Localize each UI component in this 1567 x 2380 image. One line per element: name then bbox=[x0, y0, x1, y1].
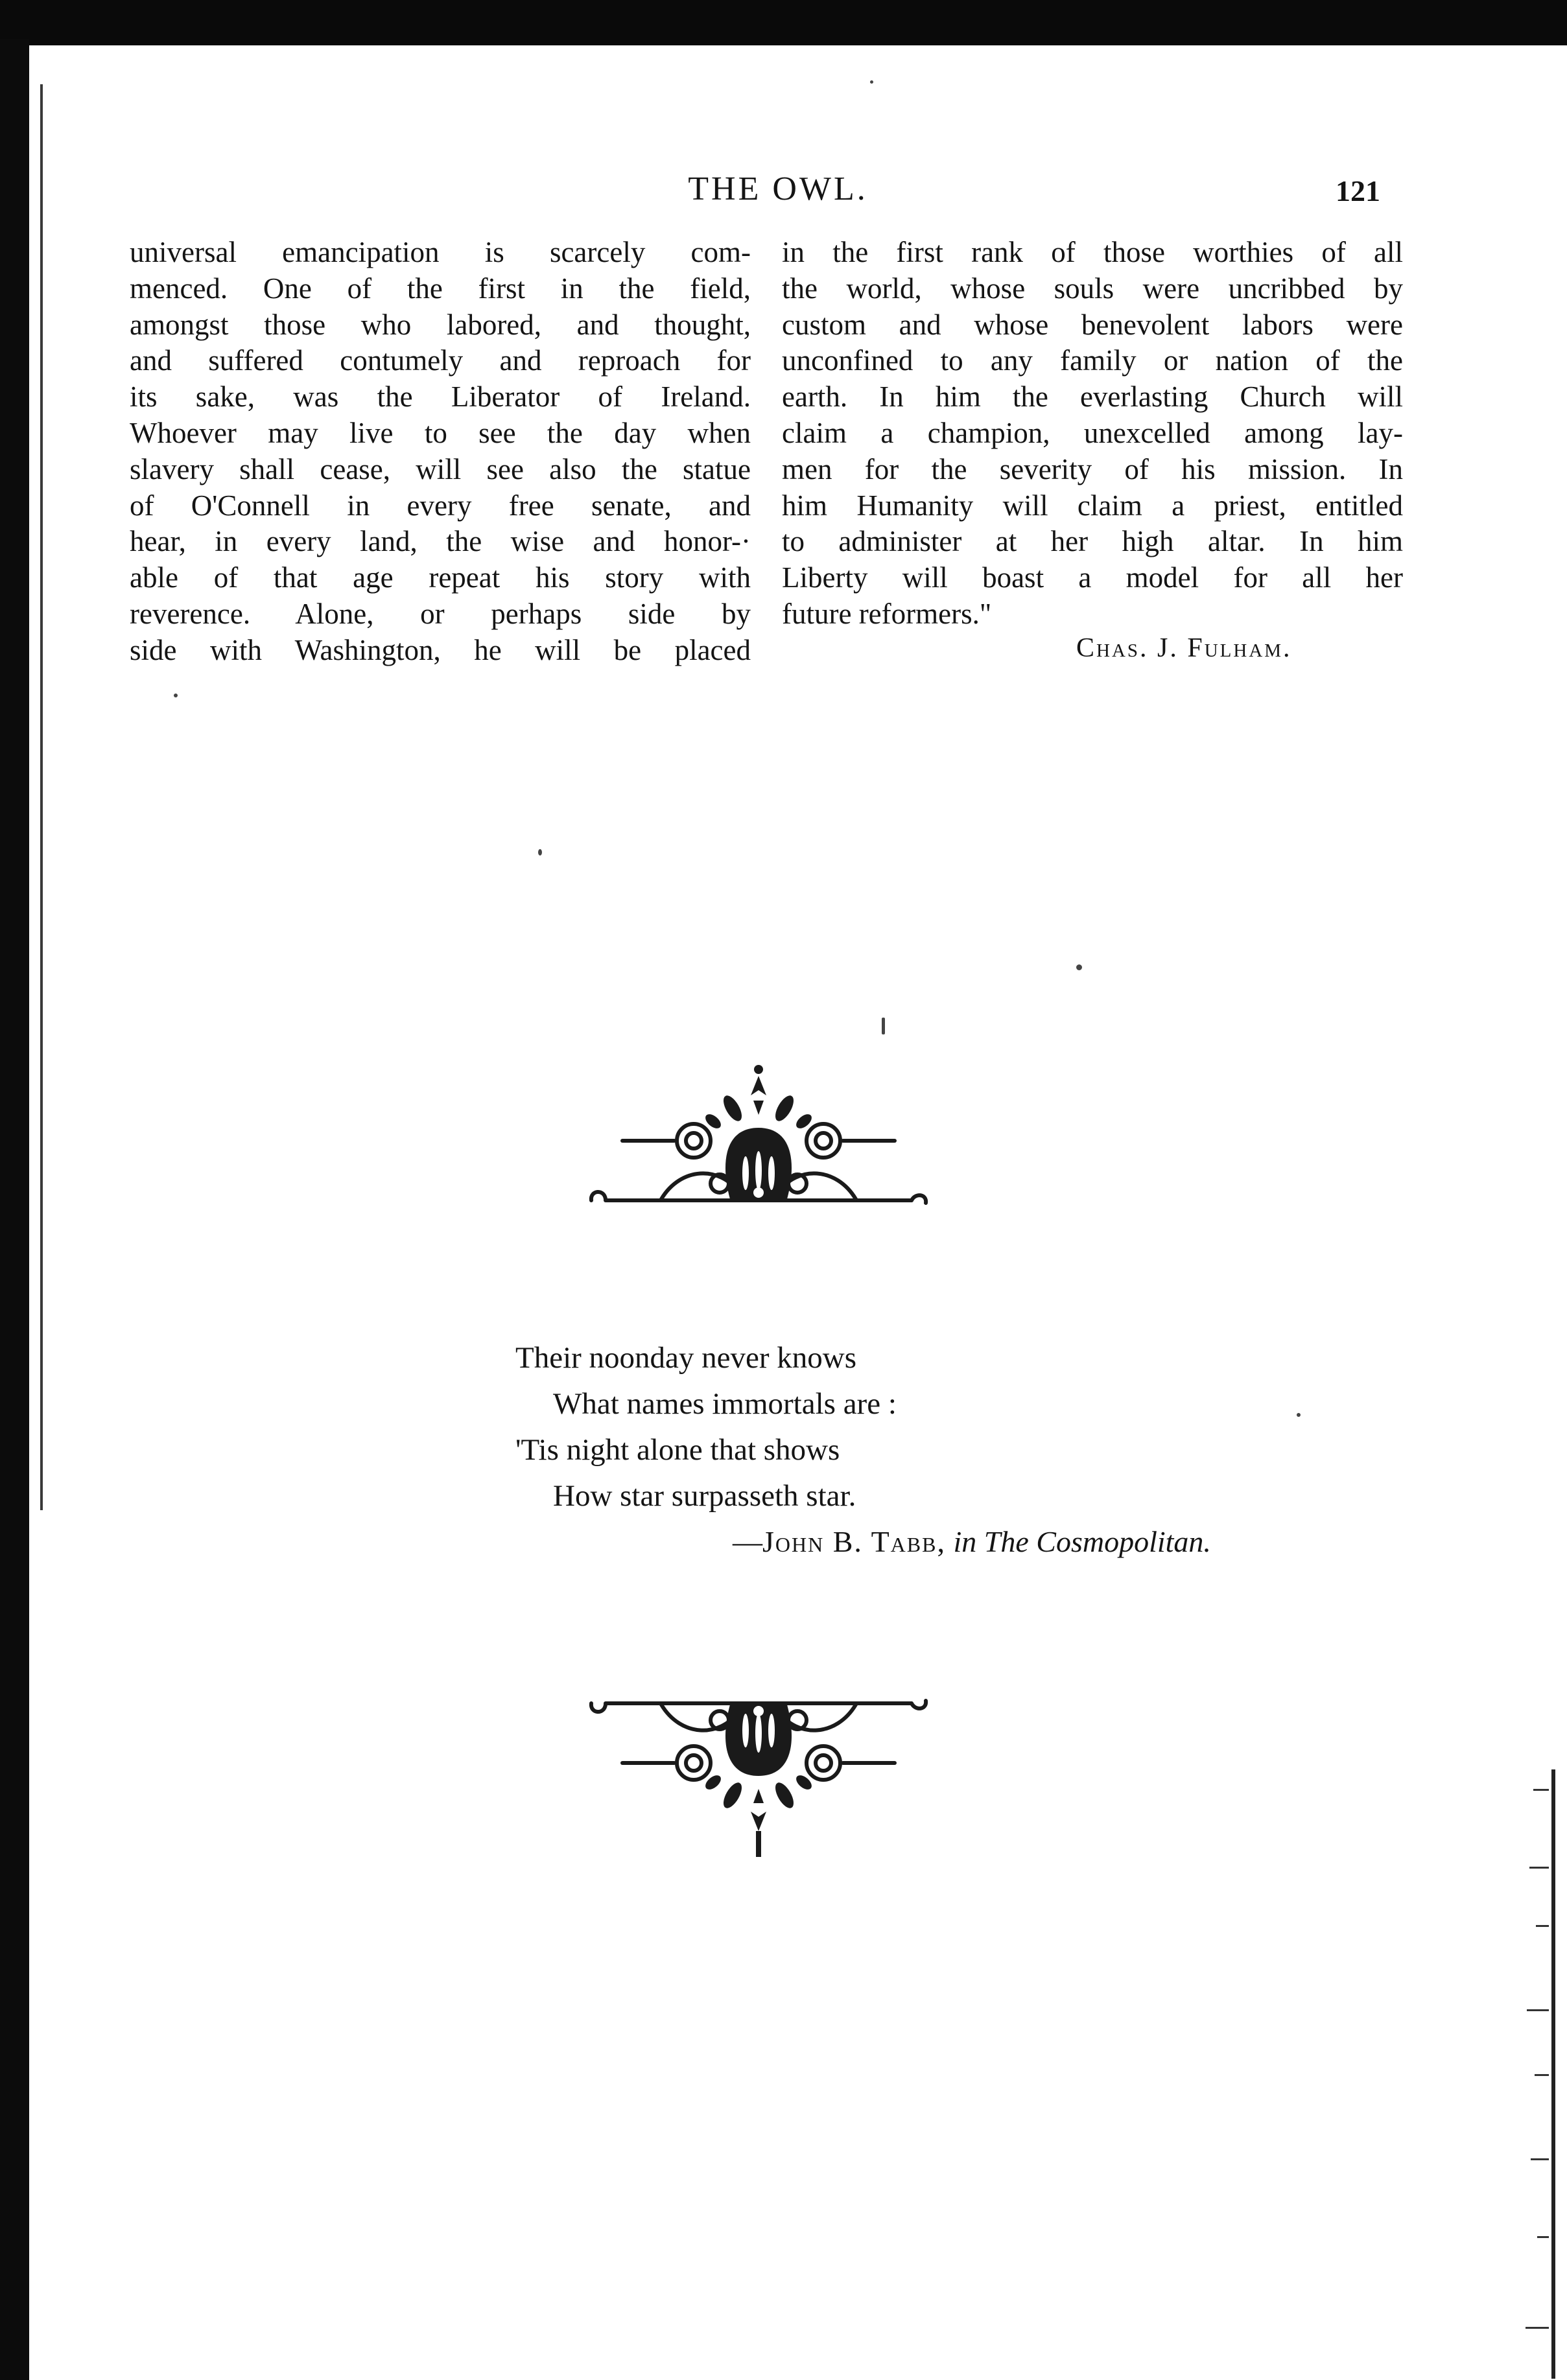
scan-right-fringe bbox=[1522, 1769, 1567, 2379]
text-line: and suffered contumely and reproach for bbox=[130, 344, 751, 377]
floral-ornament-icon bbox=[583, 1050, 934, 1219]
text-line: menced. One of the first in the field, bbox=[130, 272, 751, 305]
text-line: Whoever may live to see the day when bbox=[130, 416, 751, 449]
scan-speck bbox=[1076, 964, 1082, 970]
scan-speck bbox=[538, 849, 542, 856]
attribution-dash: — bbox=[733, 1525, 762, 1558]
text-line: him Humanity will claim a priest, entitled bbox=[782, 489, 1403, 522]
scan-top-border bbox=[0, 0, 1567, 45]
text-line: claim a champion, unexcelled among lay- bbox=[782, 416, 1403, 449]
text-line: its sake, was the Liberator of Ireland. bbox=[130, 380, 751, 414]
text-line: side with Washington, he will be placed bbox=[130, 633, 751, 666]
attribution-source: in The Cosmopolitan. bbox=[953, 1525, 1211, 1558]
text-line: Liberty will boast a model for all her bbox=[782, 561, 1403, 594]
author-signature: Chas. J. Fulham. bbox=[1076, 633, 1292, 663]
text-line: to administer at her high altar. In him bbox=[782, 525, 1403, 558]
text-line: amongst those who labored, and thought, bbox=[130, 308, 751, 341]
text-line: slavery shall cease, will see also the statue bbox=[130, 452, 751, 485]
attribution-author: John B. Tabb, bbox=[762, 1525, 946, 1558]
text-line: hear, in every land, the wise and honor-· bbox=[130, 525, 751, 558]
inverted-floral-ornament-icon bbox=[583, 1685, 934, 1867]
poem bbox=[515, 1335, 897, 1519]
text-line: future reformers." bbox=[782, 597, 992, 630]
left-column bbox=[130, 235, 751, 669]
text-line: men for the severity of his mission. In bbox=[782, 452, 1403, 485]
scan-speck bbox=[882, 1018, 885, 1034]
right-column bbox=[782, 235, 1403, 633]
text-line: custom and whose benevolent labors were bbox=[782, 308, 1403, 341]
text-line: the world, whose souls were uncribbed by bbox=[782, 272, 1403, 305]
scan-speck bbox=[870, 80, 873, 84]
text-line: in the first rank of those worthies of all bbox=[782, 236, 1403, 268]
text-line: reverence. Alone, or perhaps side by bbox=[130, 597, 751, 630]
poem-attribution bbox=[733, 1524, 1211, 1559]
scan-speck bbox=[1297, 1413, 1301, 1417]
text-line: of O'Connell in every free senate, and bbox=[130, 489, 751, 522]
running-title: THE OWL. bbox=[688, 170, 868, 207]
poem-line: How star surpasseth star. bbox=[553, 1479, 856, 1513]
scan-speck bbox=[174, 694, 178, 697]
text-line: universal emancipation is scarcely com- bbox=[130, 236, 751, 268]
scan-left-edge-shadow bbox=[40, 84, 43, 1510]
page-header bbox=[0, 170, 1567, 209]
poem-line: What names immortals are : bbox=[553, 1387, 897, 1421]
scan-left-border bbox=[0, 39, 29, 2380]
poem-line: Their noonday never knows bbox=[515, 1341, 856, 1375]
text-line: unconfined to any family or nation of the bbox=[782, 344, 1403, 377]
text-line: earth. In him the everlasting Church will bbox=[782, 380, 1403, 414]
text-line: able of that age repeat his story with bbox=[130, 561, 751, 594]
poem-line: 'Tis night alone that shows bbox=[515, 1433, 840, 1467]
page-number: 121 bbox=[1336, 174, 1380, 207]
